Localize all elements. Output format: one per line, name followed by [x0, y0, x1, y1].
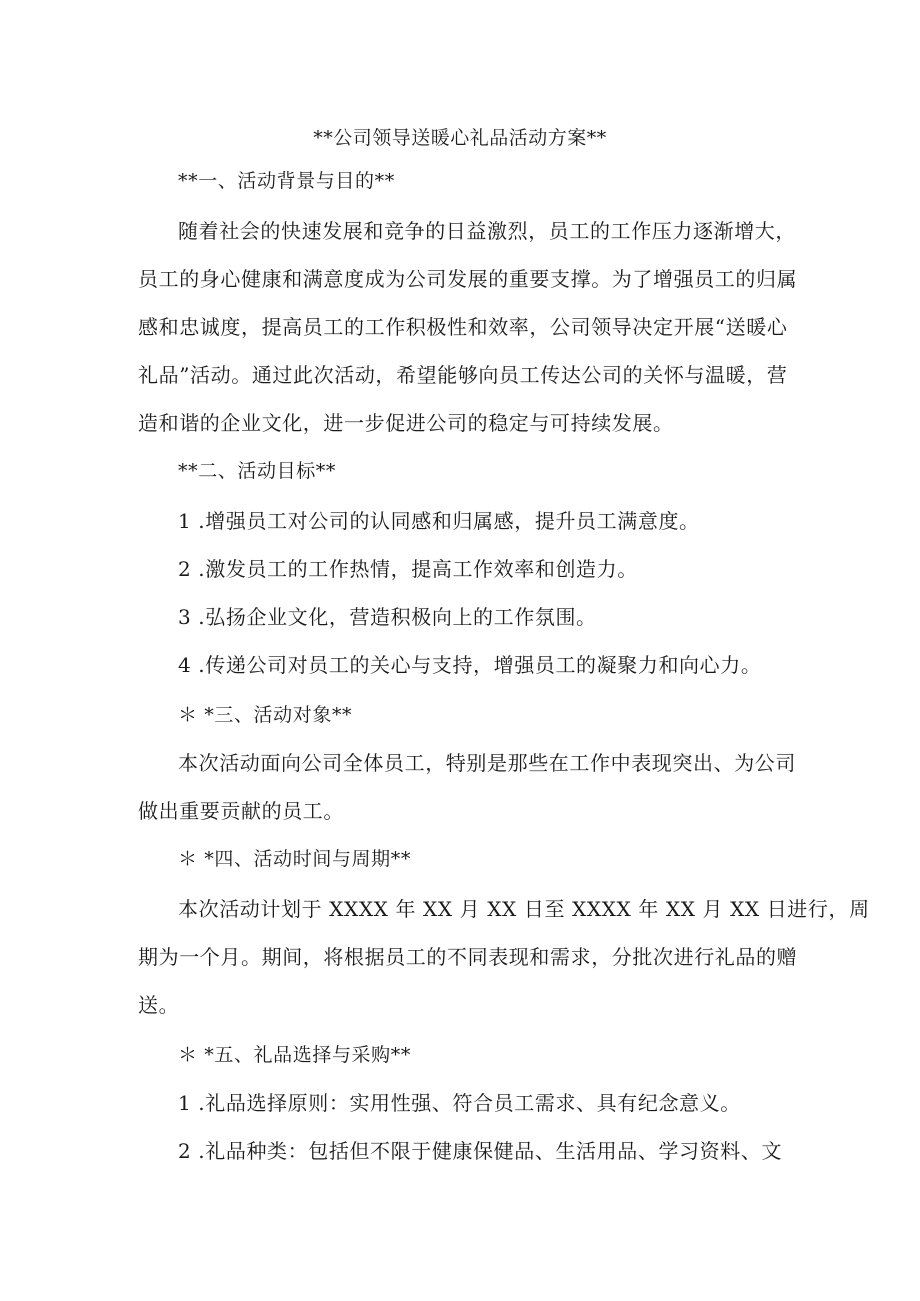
paragraph-line: 礼品”活动。通过此次活动，希望能够向员工传达公司的关怀与温暖，营 [138, 363, 788, 387]
list-item: 1 .礼品选择原则：实用性强、符合员工需求、具有纪念意义。 [178, 1091, 741, 1115]
paragraph-line: 期为一个月。期间，将根据员工的不同表现和需求，分批次进行礼品的赠 [138, 945, 798, 969]
list-item: 3 .弘扬企业文化，营造积极向上的工作氛围。 [178, 605, 597, 629]
paragraph-line: 本次活动面向公司全体员工，特别是那些在工作中表现突出、为公司 [178, 751, 796, 775]
list-item: 2 .礼品种类：包括但不限于健康保健品、生活用品、学习资料、文 [178, 1139, 783, 1163]
section-heading-goals: **二、活动目标** [178, 460, 337, 482]
paragraph-line: 本次活动计划于 XXXX 年 XX 月 XX 日至 XXXX 年 XX 月 XX 日进行，周 [178, 897, 870, 921]
paragraph-line: 员工的身心健康和满意度成为公司发展的重要支撑。为了增强员工的归属 [138, 267, 798, 291]
paragraph-line: 送。 [138, 993, 180, 1017]
section-heading-audience: ＊ *三、活动对象** [178, 704, 353, 726]
list-item: 2 .激发员工的工作热情，提高工作效率和创造力。 [178, 557, 638, 581]
paragraph-line: 做出重要贡献的员工。 [138, 799, 344, 823]
list-item: 1 .增强员工对公司的认同感和归属感，提升员工满意度。 [178, 509, 700, 533]
document-title: **公司领导送暖心礼品活动方案** [313, 127, 607, 149]
paragraph-line: 造和谐的企业文化，进一步促进公司的稳定与可持续发展。 [138, 411, 674, 435]
list-item: 4 .传递公司对员工的关心与支持，增强员工的凝聚力和向心力。 [178, 653, 762, 677]
section-heading-gifts: ＊ *五、礼品选择与采购** [178, 1044, 411, 1066]
section-heading-background: **一、活动背景与目的** [178, 170, 395, 192]
paragraph-line: 随着社会的快速发展和竞争的日益激烈，员工的工作压力逐渐增大， [178, 219, 796, 243]
paragraph-line: 感和忠诚度，提高员工的工作积极性和效率，公司领导决定开展“送暖心 [138, 315, 788, 339]
section-heading-schedule: ＊ *四、活动时间与周期** [178, 848, 411, 870]
